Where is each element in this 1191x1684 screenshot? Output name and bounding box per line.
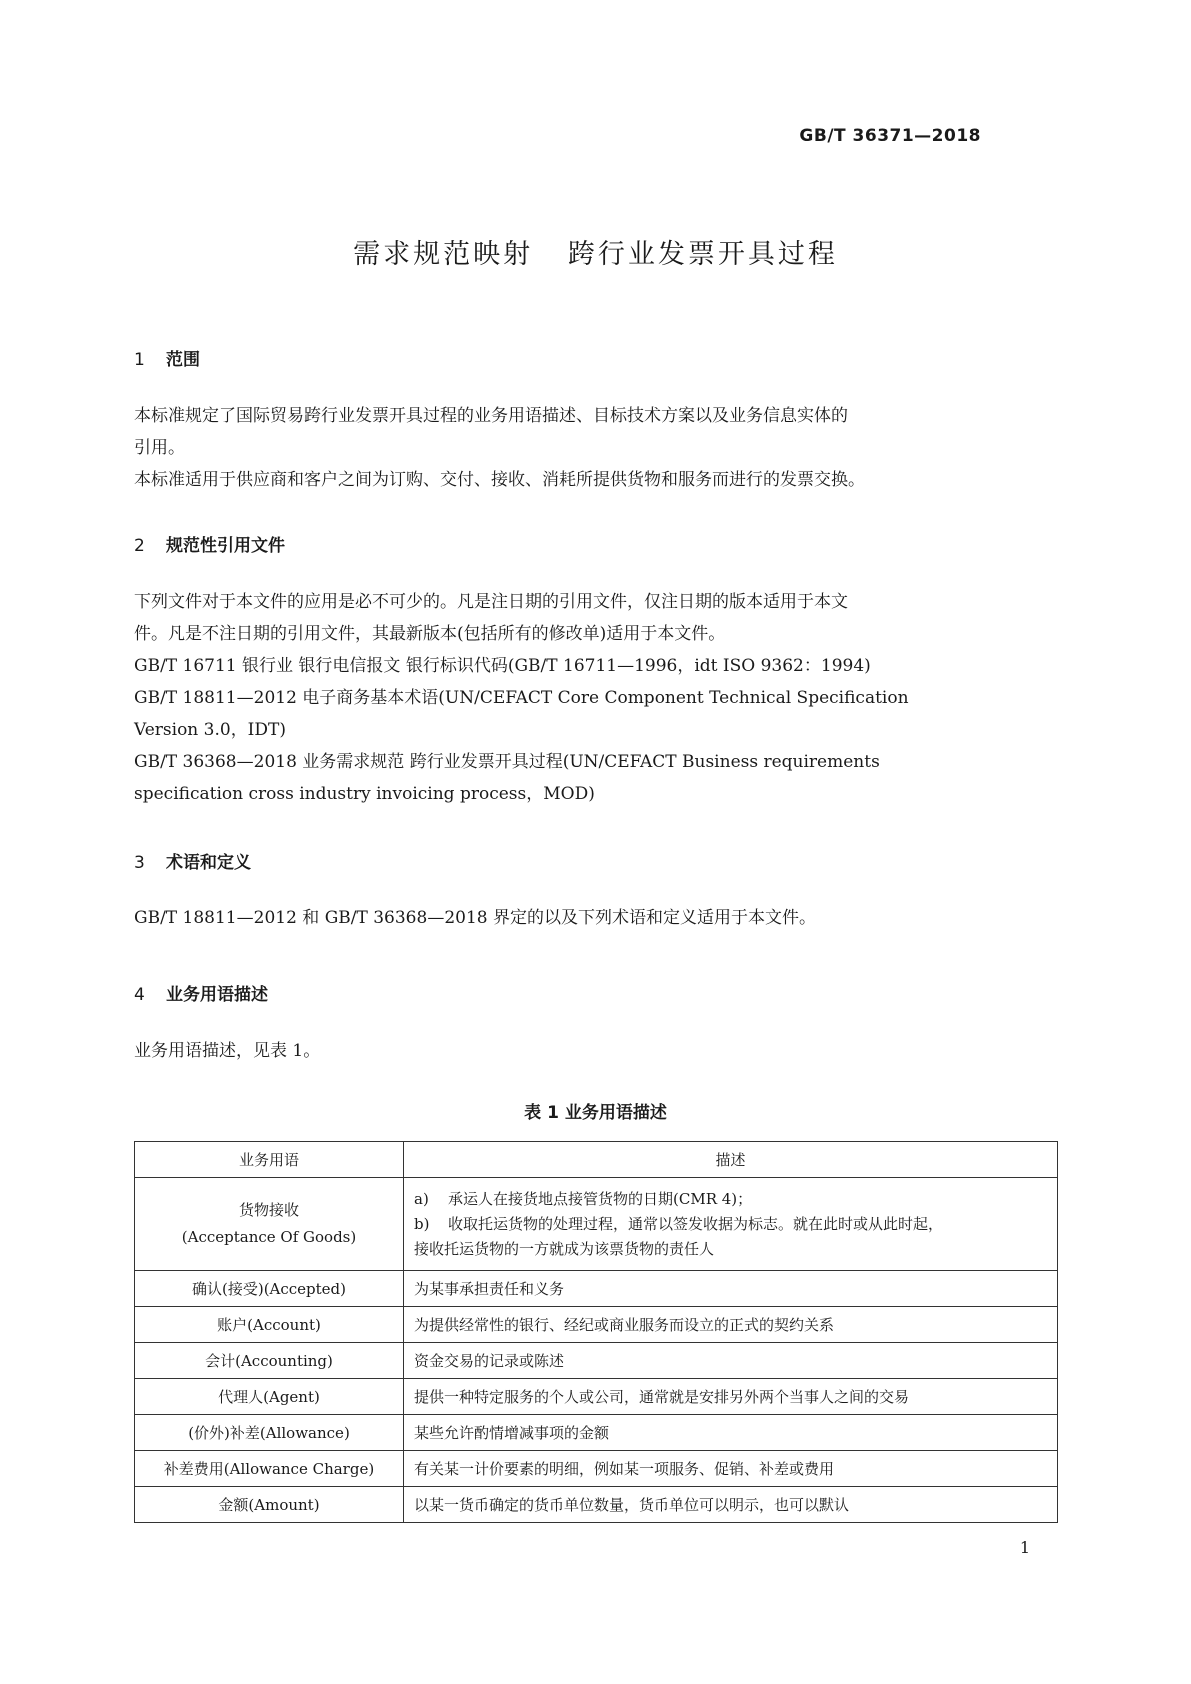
section-3-heading <box>134 848 251 873</box>
table-header-row <box>135 1142 1058 1178</box>
paragraph-continuation: 件。凡是不注日期的引用文件，其最新版本(包括所有的修改单)适用于本文件。 <box>134 624 726 644</box>
paragraph-continuation: 引用。 <box>134 438 185 458</box>
paragraph: 下列文件对于本文件的应用是必不可少的。凡是注日期的引用文件，仅注日期的版本适用于本文 <box>134 592 848 612</box>
term-cell: 账户(Account) <box>135 1307 404 1343</box>
term-cell: 补差费用(Allowance Charge) <box>135 1451 404 1487</box>
section-number: 3 <box>134 853 145 873</box>
desc-cell: 为提供经常性的银行、经纪或商业服务而设立的正式的契约关系 <box>404 1307 1058 1343</box>
reference-item: GB/T 36368—2018 业务需求规范 跨行业发票开具过程(UN/CEFACT Business requirements <box>134 752 880 772</box>
term-cell <box>135 1178 404 1271</box>
section-number: 1 <box>134 350 145 370</box>
paragraph: 本标准规定了国际贸易跨行业发票开具过程的业务用语描述、目标技术方案以及业务信息实体的 <box>134 406 848 426</box>
column-header-term: 业务用语 <box>135 1142 404 1178</box>
list-item-continuation: 接收托运货物的一方就成为该票货物的责任人 <box>414 1239 715 1258</box>
section-4-heading <box>134 980 268 1005</box>
desc-cell: 资金交易的记录或陈述 <box>404 1343 1058 1379</box>
table-row <box>135 1451 1058 1487</box>
term-en: (Acceptance Of Goods) <box>181 1228 357 1246</box>
standard-code: GB/T 36371—2018 <box>799 126 981 146</box>
paragraph: GB/T 18811—2012 和 GB/T 36368—2018 界定的以及下列术语和定义适用于本文件。 <box>134 908 816 928</box>
document-title: 需求规范映射 跨行业发票开具过程 <box>353 239 838 270</box>
paragraph: 本标准适用于供应商和客户之间为订购、交付、接收、消耗所提供货物和服务而进行的发票交换。 <box>134 470 865 490</box>
table-caption: 表 1 业务用语描述 <box>524 1103 667 1123</box>
section-2-heading <box>134 531 285 556</box>
reference-item-continuation: specification cross industry invoicing process，MOD) <box>134 784 595 804</box>
table-row <box>135 1178 1058 1271</box>
reference-item-continuation: Version 3.0，IDT) <box>134 720 287 740</box>
paragraph: 业务用语描述，见表 1。 <box>134 1041 321 1061</box>
table-row <box>135 1487 1058 1523</box>
term-cell: (价外)补差(Allowance) <box>135 1415 404 1451</box>
reference-item: GB/T 16711 银行业 银行电信报文 银行标识代码(GB/T 16711—1996，idt ISO 9362：1994) <box>134 656 871 676</box>
term-zh: 货物接收 <box>238 1201 299 1219</box>
term-cell: 金额(Amount) <box>135 1487 404 1523</box>
desc-cell: 有关某一计价要素的明细，例如某一项服务、促销、补差或费用 <box>404 1451 1058 1487</box>
desc-cell: 某些允许酌情增减事项的金额 <box>404 1415 1058 1451</box>
table-row <box>135 1379 1058 1415</box>
desc-cell: 为某事承担责任和义务 <box>404 1271 1058 1307</box>
terms-table <box>134 1141 1058 1523</box>
list-item: a) 承运人在接货地点接管货物的日期(CMR 4)； <box>414 1189 753 1208</box>
table-row <box>135 1271 1058 1307</box>
desc-cell <box>404 1178 1058 1271</box>
desc-cell: 提供一种特定服务的个人或公司，通常就是安排另外两个当事人之间的交易 <box>404 1379 1058 1415</box>
term-cell: 会计(Accounting) <box>135 1343 404 1379</box>
section-1-heading <box>134 345 200 370</box>
list-item: b) 收取托运货物的处理过程，通常以签发收据为标志。就在此时或从此时起， <box>414 1214 944 1233</box>
table-row <box>135 1415 1058 1451</box>
table-row <box>135 1343 1058 1379</box>
reference-item: GB/T 18811—2012 电子商务基本术语(UN/CEFACT Core Component Technical Specification <box>134 688 909 708</box>
section-title: 范围 <box>166 350 200 370</box>
desc-cell: 以某一货币确定的货币单位数量，货币单位可以明示，也可以默认 <box>404 1487 1058 1523</box>
section-number: 4 <box>134 985 145 1005</box>
section-title: 术语和定义 <box>166 853 251 873</box>
section-number: 2 <box>134 536 145 556</box>
section-title: 规范性引用文件 <box>166 536 285 556</box>
term-cell: 代理人(Agent) <box>135 1379 404 1415</box>
table-row <box>135 1307 1058 1343</box>
column-header-desc: 描述 <box>404 1142 1058 1178</box>
term-cell: 确认(接受)(Accepted) <box>135 1271 404 1307</box>
page-number: 1 <box>1019 1538 1030 1557</box>
section-title: 业务用语描述 <box>166 985 268 1005</box>
